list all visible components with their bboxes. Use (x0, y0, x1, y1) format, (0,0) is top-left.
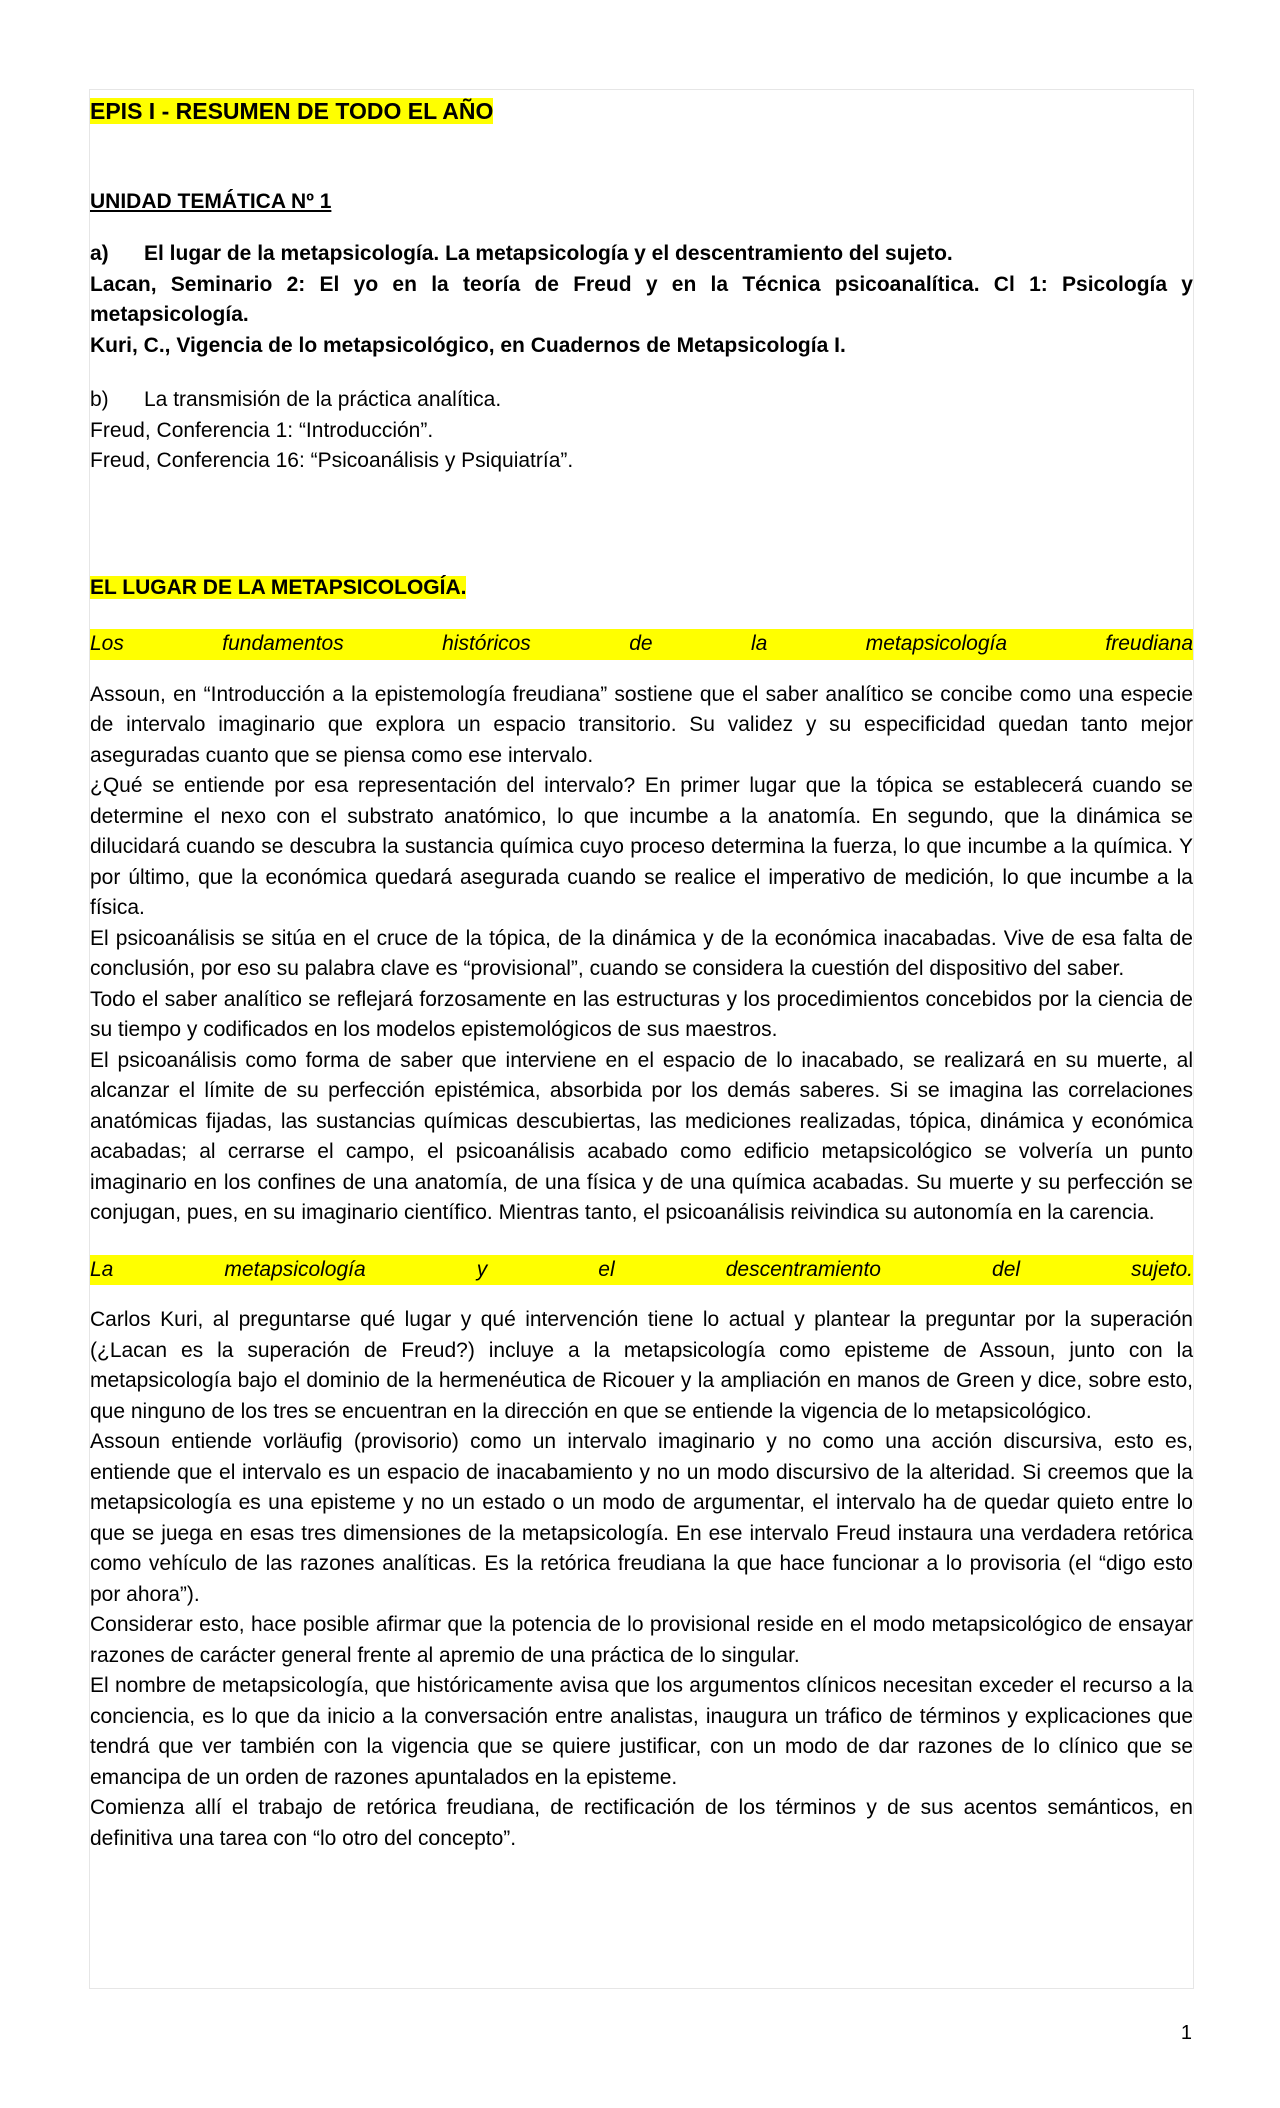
item-a-label: a) (90, 242, 109, 265)
section1-body (90, 680, 1193, 1229)
section2-body (90, 1305, 1193, 1854)
section2-paragraph: El nombre de metapsicología, que históricamente avisa que los argumentos clínicos necesitan exceder el recurso a la conciencia, es lo que da inicio a la conversación entre analistas, inaugura un tráfico de términos y explicaciones que tendrá que ver también con la vigencia que se quiere justificar, con un modo de dar razones de lo clínico que se emancipa de un orden de razones apuntalados en la episteme. (90, 1674, 1193, 1789)
section1-heading-text: EL LUGAR DE LA METAPSICOLOGÍA. (90, 575, 467, 599)
item-b (90, 385, 1193, 416)
document-title (90, 96, 1193, 127)
page-content (89, 89, 1194, 1989)
section1-paragraph: ¿Qué se entiende por esa representación del intervalo? En primer lugar que la tópica se establecerá cuando se determine el nexo con el substrato anatómico, lo que incumbe a la anatomía. En segundo, que la dinámica se dilucidará cuando se descubra la sustancia química cuyo proceso determina la fuerza, lo que incumbe a la química. Y por último, que la económica quedará asegurada cuando se realice el imperativo de medición, lo que incumbe a la física. (90, 774, 1193, 919)
item-b-text: La transmisión de la práctica analítica. (144, 388, 502, 411)
item-b-label: b) (90, 388, 109, 411)
item-a-ref2: Kuri, C., Vigencia de lo metapsicológico, en Cuadernos de Metapsicología I. (90, 333, 846, 357)
section2-paragraph: Comienza allí el trabajo de retórica freudiana, de rectificación de los términos y de sus acentos semánticos, en definitiva una tarea con “lo otro del concepto”. (90, 1796, 1193, 1850)
section1-paragraph: El psicoanálisis como forma de saber que interviene en el espacio de lo inacabado, se realizará en su muerte, al alcanzar el límite de su perfección epistémica, absorbida por los demás saberes. Si se imagina las correlaciones anatómicas fijadas, las sustancias químicas descubiertas, las mediciones realizadas, tópica, dinámica y económica acabadas; al cerrarse el campo, el psicoanálisis acabado como edificio metapsicológico se volvería un punto imaginario en los confines de una anatomía, de una física y de una química acabadas. Su muerte y su perfección se conjugan, pues, en su imaginario científico. Mientras tanto, el psicoanálisis reivindica su autonomía en la carencia. (90, 1048, 1193, 1224)
section1-paragraph: Todo el saber analítico se reflejará forzosamente en las estructuras y los procedimientos concebidos por la ciencia de su tiempo y codificados en los modelos epistemológicos de sus maestros. (90, 987, 1193, 1041)
item-b-ref1: Freud, Conferencia 1: “Introducción”. (90, 418, 434, 442)
unit-heading: UNIDAD TEMÁTICA Nº 1 (90, 189, 332, 213)
section2-paragraph: Carlos Kuri, al preguntarse qué lugar y qué intervención tiene lo actual y plantear la preguntar por la superación (¿Lacan es la superación de Freud?) incluye a la metapsicología como episteme de Assoun, junto con la metapsicología bajo el dominio de la hermenéutica de Ricouer y la ampliación en manos de Green y dice, sobre esto, que ninguno de los tres se encuentran en la dirección en que se entiende la vigencia de lo metapsicológico. (90, 1308, 1193, 1423)
section1-paragraph: Assoun, en “Introducción a la epistemología freudiana” sostiene que el saber analítico se concibe como una especie de intervalo imaginario que explora un espacio transitorio. Su validez y su especificidad quedan tanto mejor aseguradas cuanto que se piensa como ese intervalo. (90, 682, 1193, 767)
page-number: 1 (1180, 2022, 1192, 2044)
item-a-ref1: Lacan, Seminario 2: El yo en la teoría de Freud y en la Técnica psicoanalítica. Cl 1: Psicología y metapsicología. (90, 272, 1193, 326)
section1-paragraph: El psicoanálisis se sitúa en el cruce de la tópica, de la dinámica y de la económica inacabadas. Vive de esa falta de conclusión, por eso su palabra clave es “provisional”, cuando se considera la cuestión del dispositivo del saber. (90, 926, 1193, 980)
section2-paragraph: Assoun entiende vorläufig (provisorio) como un intervalo imaginario y no como una acción discursiva, esto es, entiende que el intervalo es un espacio de inacabamiento y no un modo discursivo de la alteridad. Si creemos que la metapsicología es una episteme y no un estado o un modo de argumentar, el intervalo ha de quedar quieto entre lo que se juega en esas tres dimensiones de la metapsicología. En ese intervalo Freud instaura una verdadera retórica como vehículo de las razones analíticas. Es la retórica freudiana la que hace funcionar a lo provisoria (el “digo esto por ahora”). (90, 1430, 1193, 1606)
item-a (90, 239, 1193, 270)
subheading-1: Los fundamentos históricos de la metapsicología freudiana (90, 629, 1193, 660)
section1-heading (90, 573, 1193, 604)
document-title-text: EPIS I - RESUMEN DE TODO EL AÑO (90, 98, 494, 124)
item-b-ref2: Freud, Conferencia 16: “Psicoanálisis y Psiquiatría”. (90, 449, 574, 472)
subheading-2: La metapsicología y el descentramiento del sujeto. (90, 1255, 1193, 1286)
item-a-text: El lugar de la metapsicología. La metapsicología y el descentramiento del sujeto. (144, 242, 953, 265)
section2-paragraph: Considerar esto, hace posible afirmar que la potencia de lo provisional reside en el modo metapsicológico de ensayar razones de carácter general frente al apremio de una práctica de lo singular. (90, 1613, 1193, 1667)
